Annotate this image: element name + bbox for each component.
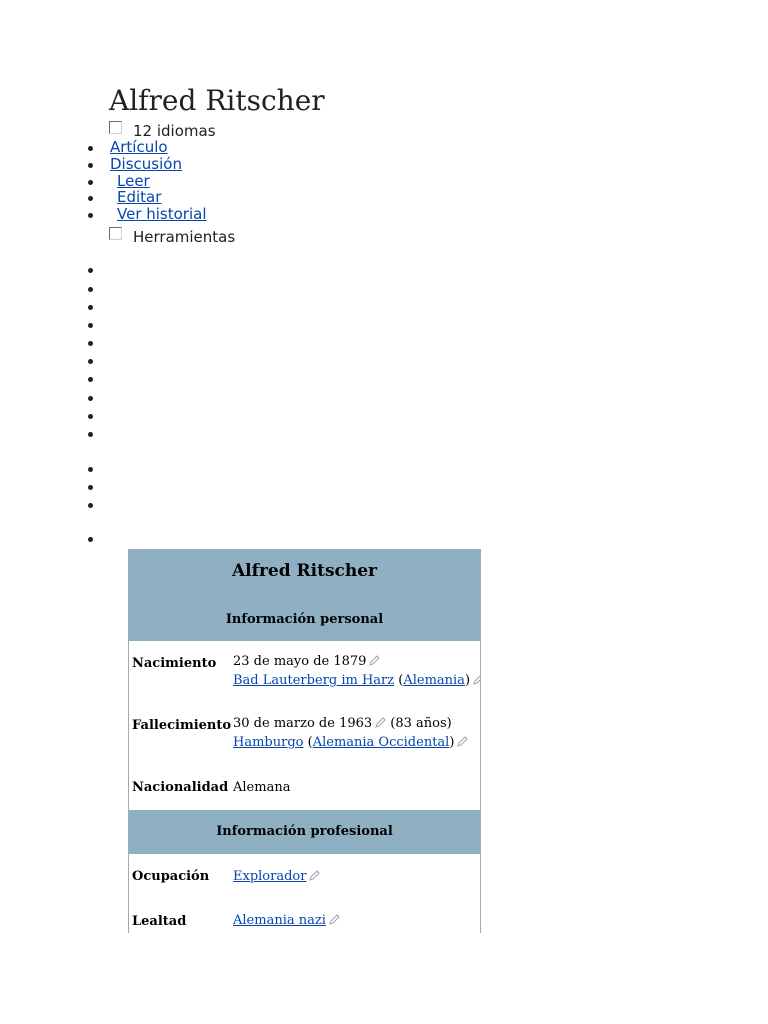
pencil-icon[interactable]: [369, 655, 380, 666]
list-bullet: [88, 323, 93, 328]
page-title: Alfred Ritscher: [109, 84, 325, 117]
death-date: 30 de marzo de 1963: [233, 716, 373, 731]
list-bullet: [88, 196, 93, 201]
birth-value: [233, 652, 481, 690]
pencil-icon[interactable]: [473, 674, 481, 685]
nationality-label: Nacionalidad: [132, 780, 229, 795]
list-bullet: [88, 503, 93, 508]
list-bullet: [88, 485, 93, 490]
death-open-paren: (: [307, 735, 313, 750]
birth-country-link[interactable]: Alemania: [403, 673, 465, 688]
pencil-icon[interactable]: [375, 717, 386, 728]
list-bullet: [88, 287, 93, 292]
occupation-link[interactable]: Explorador: [233, 869, 307, 884]
language-label: 12 idiomas: [133, 122, 216, 140]
tools-label: Herramientas: [133, 228, 236, 246]
death-place-link[interactable]: Hamburgo: [233, 735, 304, 750]
pencil-icon[interactable]: [329, 914, 340, 925]
list-bullet: [88, 467, 93, 472]
list-bullet: [88, 432, 93, 437]
allegiance-label: Lealtad: [132, 914, 187, 929]
death-label: Fallecimiento: [132, 718, 232, 733]
allegiance-link[interactable]: Alemania nazi: [233, 913, 326, 928]
tab-article[interactable]: Artículo: [110, 138, 168, 156]
death-age: (83 años): [390, 716, 452, 731]
tools-checkbox[interactable]: [109, 227, 122, 240]
tab-edit[interactable]: Editar: [117, 188, 162, 206]
list-bullet: [88, 359, 93, 364]
death-country-link[interactable]: Alemania Occidental: [312, 735, 450, 750]
birth-date: 23 de mayo de 1879: [233, 654, 367, 669]
infobox: [128, 549, 481, 933]
birth-label: Nacimiento: [132, 656, 217, 671]
language-checkbox[interactable]: [109, 121, 122, 134]
infobox-title: Alfred Ritscher: [231, 561, 378, 581]
list-bullet: [88, 377, 93, 382]
birth-open-paren: (: [398, 673, 404, 688]
death-close-paren: ): [449, 735, 455, 750]
occupation-label: Ocupación: [132, 869, 210, 884]
death-value: [233, 714, 468, 752]
tab-talk[interactable]: Discusión: [110, 155, 182, 173]
list-bullet: [88, 213, 93, 218]
list-bullet: [88, 414, 93, 419]
list-bullet: [88, 396, 93, 401]
pencil-icon[interactable]: [309, 870, 320, 881]
list-bullet: [88, 163, 93, 168]
occupation-value: [233, 867, 320, 886]
list-bullet: [88, 146, 93, 151]
infobox-section-professional: Información profesional: [216, 824, 393, 839]
list-bullet: [88, 268, 93, 273]
list-bullet: [88, 341, 93, 346]
list-bullet: [88, 305, 93, 310]
nationality-value: Alemana: [233, 780, 291, 795]
tab-read[interactable]: Leer: [117, 172, 150, 190]
birth-place-link[interactable]: Bad Lauterberg im Harz: [233, 673, 395, 688]
list-bullet: [88, 537, 93, 542]
allegiance-value: [233, 911, 340, 930]
infobox-section-personal: Información personal: [225, 612, 384, 627]
tab-history[interactable]: Ver historial: [117, 205, 207, 223]
pencil-icon[interactable]: [457, 736, 468, 747]
list-bullet: [88, 180, 93, 185]
birth-close-paren: ): [464, 673, 471, 688]
tools-toggle[interactable]: [109, 227, 235, 247]
